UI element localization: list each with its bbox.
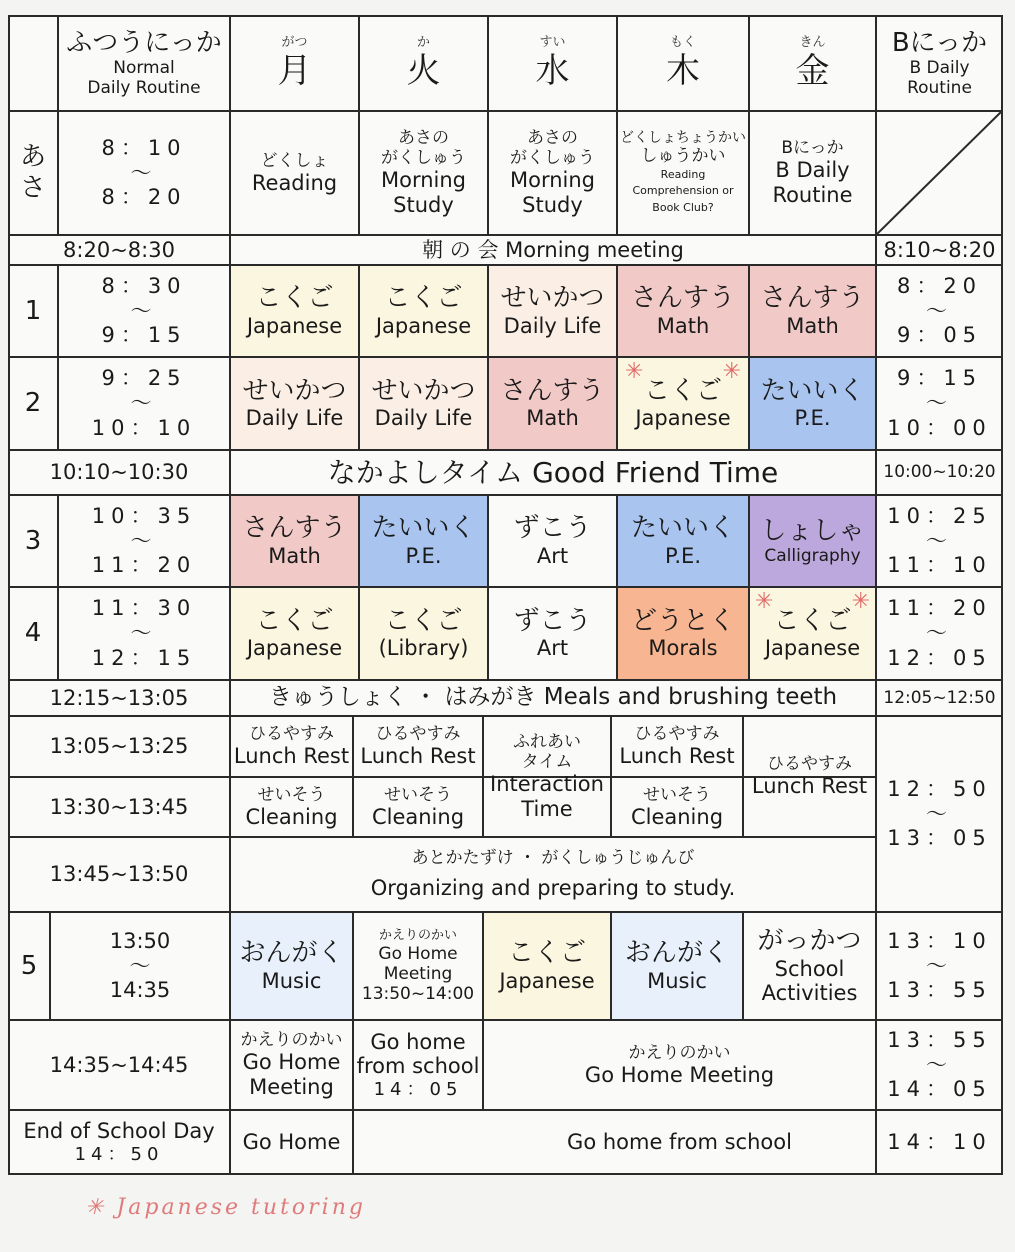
header-normal-en2: Daily Routine xyxy=(87,78,201,99)
p5-end: 14:35 xyxy=(109,978,171,1003)
rest-tue-en: Lunch Rest xyxy=(360,744,476,769)
organizing-row xyxy=(230,837,876,912)
p2-b-end: 10：00 xyxy=(887,415,992,440)
inter-ja2: タイム xyxy=(521,751,573,772)
p3-tuesday xyxy=(359,495,488,587)
period-1-number: 1 xyxy=(24,295,42,326)
lunch-time-2: 13:30~13:45 xyxy=(49,794,189,819)
organize-ja: あとかたずけ ・ がくしゅうじゅんび xyxy=(411,848,695,869)
period-4-time xyxy=(58,587,230,680)
p2-wed-ja: さんすう xyxy=(500,375,605,406)
lunch-time-1: 13:05~13:25 xyxy=(49,734,189,759)
tutoring-star-icon: ✳ xyxy=(722,359,741,384)
header-thursday xyxy=(617,15,749,111)
asa-label-2: さ xyxy=(19,173,46,203)
timetable-sheet xyxy=(8,15,1003,1175)
p3-mon-ja: さんすう xyxy=(242,513,347,544)
p4-b-end: 12：05 xyxy=(887,645,992,670)
asa-tue-ja1: あさの xyxy=(398,128,449,149)
lunch-rest-tue xyxy=(353,716,483,777)
p3-wed-ja: ずこう xyxy=(513,513,592,544)
p2-thu-ja: こくご xyxy=(643,375,722,406)
tutoring-star-icon: ✳ xyxy=(625,359,644,384)
asa-fri-en2: Routine xyxy=(772,183,853,208)
p2-b-start: 9：15 xyxy=(896,366,983,391)
p3-end: 11：20 xyxy=(91,553,197,578)
interaction-time-wed xyxy=(483,716,611,837)
rest-tue-ja: ひるやすみ xyxy=(375,724,461,745)
p5-monday xyxy=(230,912,353,1020)
end-rest: Go home from school xyxy=(567,1129,792,1154)
clean-mon-en: Cleaning xyxy=(245,804,338,829)
asa-wednesday xyxy=(488,111,617,235)
end-monday: Go Home xyxy=(242,1129,341,1154)
p2-tue-ja: せいかつ xyxy=(371,375,476,406)
p3-thu-en: P.E. xyxy=(664,543,701,568)
p4-wed-en: Art xyxy=(536,636,569,661)
header-monday xyxy=(230,15,359,111)
p2-wed-en: Math xyxy=(526,406,579,431)
gohome-time: 14:35~14:45 xyxy=(49,1052,189,1077)
period-2-time xyxy=(58,357,230,450)
p1-b-time xyxy=(876,265,1003,357)
p4-tilde: ～ xyxy=(130,621,158,646)
p3-fri-ja: しょしゃ xyxy=(760,515,865,546)
p3-mon-en: Math xyxy=(268,543,321,568)
gohome-b-end: 14：05 xyxy=(887,1077,992,1102)
gohome-tue-en2: from school xyxy=(356,1054,480,1079)
p5-thu-en: Music xyxy=(647,968,707,993)
asa-thu-ja2: しゅうかい xyxy=(640,146,726,167)
gohome-mon-ja: かえりのかい xyxy=(240,1030,343,1051)
header-normal-ja: ふつうにっか xyxy=(66,27,222,58)
p4-thu-ja: どうとく xyxy=(630,605,735,636)
p1-friday xyxy=(749,265,876,357)
p1-b-start: 8：20 xyxy=(896,273,983,298)
p2-wednesday xyxy=(488,357,617,450)
p3-wednesday xyxy=(488,495,617,587)
p3-monday xyxy=(230,495,359,587)
p3-thursday xyxy=(617,495,749,587)
gohome-tue-en1: Go home xyxy=(370,1029,466,1054)
cleaning-thu xyxy=(611,777,743,837)
asa-tue-en1: Morning xyxy=(380,168,466,193)
gohome-monday xyxy=(230,1020,353,1110)
asa-fri-en1: B Daily xyxy=(775,158,850,183)
gohome-rest-en: Go Home Meeting xyxy=(584,1062,775,1087)
asa-time-end: 8：20 xyxy=(101,185,187,210)
asa-thu-en3: Book Club? xyxy=(652,200,714,214)
meals-time: 12:15~13:05 xyxy=(49,685,189,710)
header-mon-ruby: がつ xyxy=(281,35,308,51)
p1-fri-ja: さんすう xyxy=(760,283,865,314)
p2-b-time xyxy=(876,357,1003,450)
meeting-b-time: 8:10~8:20 xyxy=(883,237,996,262)
meeting-time: 8:20~8:30 xyxy=(63,237,175,262)
p5-fri-en1: School xyxy=(774,956,845,981)
rest-mon-en: Lunch Rest xyxy=(233,744,350,769)
p2-thursday xyxy=(617,357,749,450)
p4-fri-en: Japanese xyxy=(764,636,861,661)
gohome-b-tilde: ～ xyxy=(926,1052,953,1077)
p1-fri-en: Math xyxy=(786,313,839,338)
p5-mon-en: Music xyxy=(261,968,322,993)
p1-tue-en: Japanese xyxy=(375,313,472,338)
end-of-day xyxy=(8,1110,230,1174)
clean-tue-en: Cleaning xyxy=(371,804,465,829)
period-3-time xyxy=(58,495,230,587)
p2-monday xyxy=(230,357,359,450)
end-b-time: 14：10 xyxy=(887,1129,992,1154)
lunch-b-start: 12：50 xyxy=(887,776,992,801)
header-fri-ruby: きん xyxy=(799,35,826,51)
gohome-mon-en2: Meeting xyxy=(249,1075,334,1100)
tutoring-note: ✳ Japanese tutoring xyxy=(85,1195,366,1220)
asa-wed-ja1: あさの xyxy=(527,128,578,149)
p1-wed-en: Daily Life xyxy=(503,313,602,338)
period-5-number: 5 xyxy=(20,950,38,981)
p4-tuesday xyxy=(359,587,488,680)
gohome-tue-time: 14：05 xyxy=(373,1079,463,1101)
lunch-rest-mon xyxy=(230,716,353,777)
rest-fri-en: Lunch Rest xyxy=(751,774,868,799)
p5-wed-en: Japanese xyxy=(499,968,595,993)
p3-thu-ja: たいいく xyxy=(630,513,735,544)
p4-wednesday xyxy=(488,587,617,680)
tutoring-star-icon: ✳ xyxy=(851,589,870,614)
period-3-number: 3 xyxy=(24,525,42,556)
p2-tuesday xyxy=(359,357,488,450)
p4-end: 12：15 xyxy=(91,645,197,670)
gohome-b-start: 13：55 xyxy=(887,1027,992,1052)
asa-wed-en2: Study xyxy=(522,193,583,218)
p1-monday xyxy=(230,265,359,357)
p1-tilde: ～ xyxy=(130,298,158,323)
p4-thursday xyxy=(617,587,749,680)
header-b-routine xyxy=(876,15,1003,111)
p5-start: 13:50 xyxy=(109,928,171,953)
asa-label-1: あ xyxy=(19,142,46,173)
inter-ja1: ふれあい xyxy=(513,731,581,752)
p3-fri-en: Calligraphy xyxy=(764,546,861,567)
gohome-mon-en1: Go Home xyxy=(242,1050,341,1075)
asa-thu-ja1: どくしょちょうかい xyxy=(620,129,746,146)
asa-monday xyxy=(230,111,359,235)
p4-b-start: 11：20 xyxy=(887,596,992,621)
header-wed-ruby: すい xyxy=(539,35,566,51)
header-thu-ruby: もく xyxy=(669,35,696,51)
friend-b-time: 10:00~10:20 xyxy=(883,462,996,483)
header-fri-kanji: 金 xyxy=(795,50,830,91)
lunch-b-end: 13：05 xyxy=(887,826,992,851)
p1-wed-ja: せいかつ xyxy=(500,283,605,314)
p1-b-tilde: ～ xyxy=(926,298,953,323)
cleaning-mon xyxy=(230,777,353,837)
meeting-text: 朝 の 会 Morning meeting xyxy=(422,237,684,262)
rest-thu-ja: ひるやすみ xyxy=(634,724,720,745)
p5-tilde: ～ xyxy=(129,953,151,978)
p1-thursday xyxy=(617,265,749,357)
p4-friday xyxy=(749,587,876,680)
asa-mon-ja: どくしょ xyxy=(260,150,329,171)
p1-mon-en: Japanese xyxy=(246,313,343,338)
header-normal-routine xyxy=(58,15,230,111)
p2-mon-ja: せいかつ xyxy=(242,375,347,406)
p5-mon-ja: おんがく xyxy=(239,938,344,969)
clean-thu-ja: せいそう xyxy=(643,784,711,805)
p1-wednesday xyxy=(488,265,617,357)
p3-b-time xyxy=(876,495,1003,587)
p4-thu-en: Morals xyxy=(648,636,718,661)
header-b-ja: Bにっか xyxy=(891,27,988,58)
header-wed-kanji: 水 xyxy=(535,50,570,91)
asa-tuesday xyxy=(359,111,488,235)
p5-tue-en1: Go Home xyxy=(378,943,458,964)
period-4-number: 4 xyxy=(24,618,42,649)
header-friday xyxy=(749,15,876,111)
clean-tue-ja: せいそう xyxy=(384,784,452,805)
p5-b-tilde: ～ xyxy=(926,953,953,978)
organize-en: Organizing and preparing to study. xyxy=(370,876,736,901)
p3-wed-en: Art xyxy=(536,543,569,568)
p5-friday xyxy=(743,912,876,1020)
p1-tue-ja: こくご xyxy=(384,283,463,314)
p4-wed-ja: ずこう xyxy=(513,605,592,636)
p2-fri-ja: たいいく xyxy=(760,375,865,406)
gohome-meeting-rest xyxy=(483,1020,876,1110)
rest-thu-en: Lunch Rest xyxy=(619,744,735,769)
lunch-time-3: 13:45~13:50 xyxy=(49,862,189,887)
p5-tuesday xyxy=(353,912,483,1020)
p2-fri-en: P.E. xyxy=(794,406,831,431)
p2-tue-en: Daily Life xyxy=(374,406,473,431)
header-tue-kanji: 火 xyxy=(406,50,441,91)
lunch-b-time xyxy=(876,716,1003,912)
p5-fri-ja: がっかつ xyxy=(757,925,862,956)
asa-fri-ja: Bにっか xyxy=(781,138,844,159)
p4-start: 11：30 xyxy=(91,596,197,621)
lunch-rest-thu xyxy=(611,716,743,777)
p1-end: 9：15 xyxy=(101,323,187,348)
asa-tue-en2: Study xyxy=(393,193,454,218)
p5-tue-en2: Meeting xyxy=(383,963,453,984)
asa-friday xyxy=(749,111,876,235)
p2-end: 10：10 xyxy=(91,415,197,440)
p4-mon-en: Japanese xyxy=(246,636,343,661)
gohome-rest-ja: かえりのかい xyxy=(628,1042,731,1063)
p2-friday xyxy=(749,357,876,450)
lunch-rest-fri xyxy=(743,716,876,837)
tutoring-star-icon: ✳ xyxy=(755,589,774,614)
p4-mon-ja: こくご xyxy=(255,605,334,636)
period-1-time xyxy=(58,265,230,357)
asa-label xyxy=(8,111,58,235)
p1-thu-ja: さんすう xyxy=(630,283,735,314)
header-tue-ruby: か xyxy=(416,35,430,51)
p5-tue-time: 13:50~14:00 xyxy=(361,983,475,1004)
asa-thu-en1: Reading xyxy=(660,167,706,181)
p5-wed-ja: こくご xyxy=(507,938,586,969)
p1-b-end: 9：05 xyxy=(896,323,983,348)
p1-tuesday xyxy=(359,265,488,357)
p3-start: 10：35 xyxy=(91,503,197,528)
p2-start: 9：25 xyxy=(101,366,187,391)
period-2-number: 2 xyxy=(24,388,42,419)
end-time: 14：50 xyxy=(74,1143,164,1165)
p1-mon-ja: こくご xyxy=(255,283,334,314)
rest-fri-ja: ひるやすみ xyxy=(767,754,852,775)
asa-time-start: 8：10 xyxy=(101,135,187,160)
p5-b-time xyxy=(876,912,1003,1020)
header-thu-kanji: 木 xyxy=(666,50,700,91)
p5-tue-ja: かえりのかい xyxy=(378,928,457,944)
header-normal-en1: Normal xyxy=(113,58,175,79)
inter-en1: Interaction xyxy=(490,771,604,796)
p4-b-tilde: ～ xyxy=(926,621,953,646)
lunch-b-tilde: ～ xyxy=(926,801,953,826)
p3-tilde: ～ xyxy=(130,528,158,553)
asa-wed-ja2: がくしゅう xyxy=(510,148,595,169)
p5-thursday xyxy=(611,912,743,1020)
asa-wed-en1: Morning xyxy=(509,168,595,193)
asa-tilde: ～ xyxy=(130,160,158,185)
p2-thu-en: Japanese xyxy=(635,406,731,431)
p3-b-start: 10：25 xyxy=(887,503,992,528)
p2-b-tilde: ～ xyxy=(926,391,953,416)
clean-mon-ja: せいそう xyxy=(257,784,326,805)
p1-thu-en: Math xyxy=(656,313,710,338)
inter-en2: Time xyxy=(521,796,573,821)
p4-monday xyxy=(230,587,359,680)
p3-b-tilde: ～ xyxy=(926,528,953,553)
p3-friday xyxy=(749,495,876,587)
meals-text: きゅうしょく ・ はみがき Meals and brushing teeth xyxy=(268,684,838,711)
friend-text: なかよしタイム Good Friend Time xyxy=(327,455,779,489)
end-label: End of School Day xyxy=(23,1119,215,1143)
asa-mon-en: Reading xyxy=(251,170,338,195)
asa-thursday xyxy=(617,111,749,235)
p2-mon-en: Daily Life xyxy=(245,406,344,431)
p3-b-end: 11：10 xyxy=(887,553,992,578)
header-b-en2: Routine xyxy=(907,78,972,99)
gohome-tuesday xyxy=(353,1020,483,1110)
rest-mon-ja: ひるやすみ xyxy=(249,724,334,745)
cleaning-tue xyxy=(353,777,483,837)
header-mon-kanji: 月 xyxy=(277,50,312,91)
asa-tue-ja2: がくしゅう xyxy=(381,148,466,169)
p4-tue-ja: こくご xyxy=(384,605,463,636)
p4-fri-ja: こくご xyxy=(773,605,852,636)
p3-tue-ja: たいいく xyxy=(371,513,476,544)
p3-tue-en: P.E. xyxy=(405,543,442,568)
p5-thu-ja: おんがく xyxy=(624,938,729,969)
friend-time: 10:10~10:30 xyxy=(49,460,189,485)
p4-b-time xyxy=(876,587,1003,680)
period-5-time xyxy=(50,912,230,1020)
header-b-en1: B Daily xyxy=(909,58,970,79)
gohome-b-time xyxy=(876,1020,1003,1110)
clean-thu-en: Cleaning xyxy=(630,804,724,829)
p5-fri-en2: Activities xyxy=(761,981,858,1006)
asa-thu-en2: Comprehension or xyxy=(632,184,734,198)
header-wednesday xyxy=(488,15,617,111)
p5-wednesday xyxy=(483,912,611,1020)
p2-tilde: ～ xyxy=(130,391,158,416)
p5-b-start: 13：10 xyxy=(887,928,992,953)
asa-time xyxy=(58,111,230,235)
p1-start: 8：30 xyxy=(101,273,187,298)
p4-tue-en: (Library) xyxy=(378,636,469,661)
p5-b-end: 13：55 xyxy=(887,978,992,1003)
header-tuesday xyxy=(359,15,488,111)
meals-b-time: 12:05~12:50 xyxy=(883,687,996,708)
